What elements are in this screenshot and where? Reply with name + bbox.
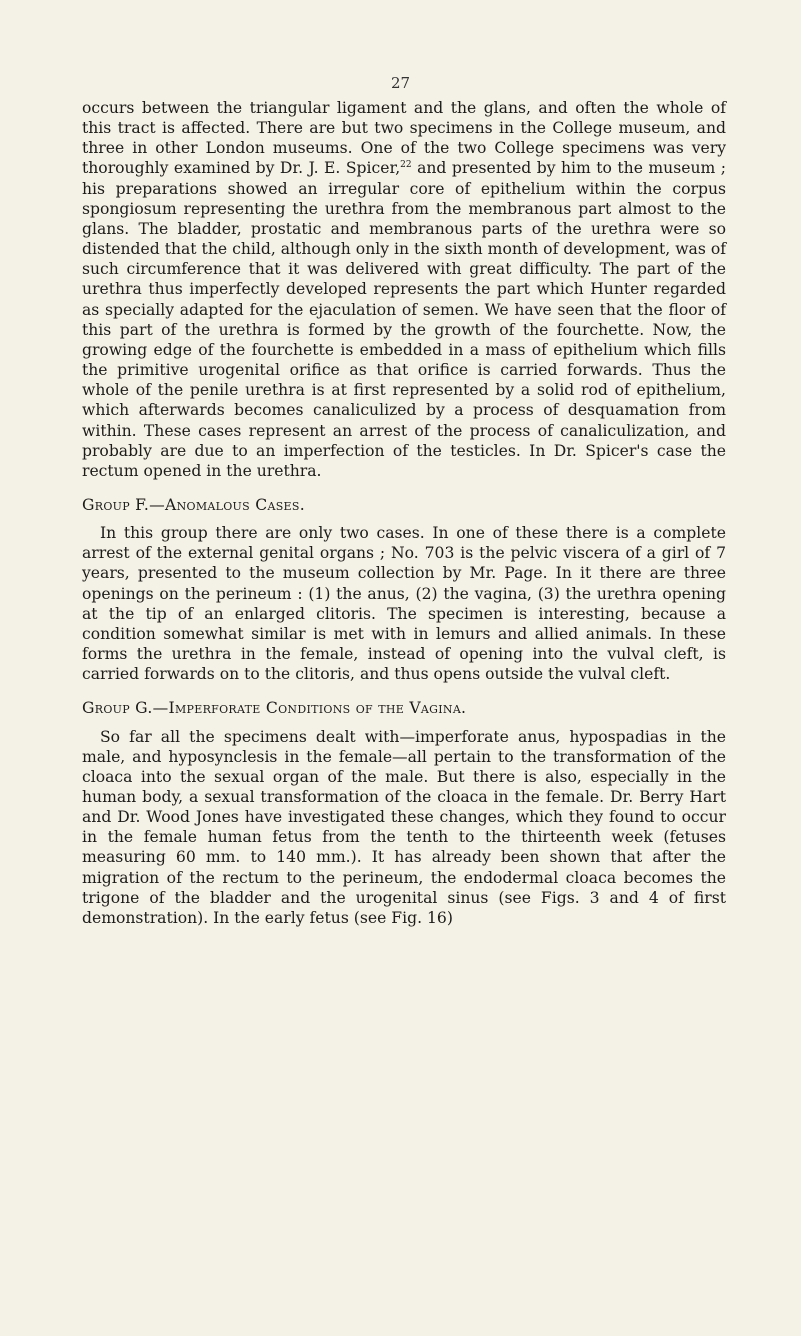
paragraph-continuation — [82, 98, 726, 481]
body-text — [82, 98, 726, 928]
paragraph-1-text: occurs between the triangular ligament and the glans, and often the whole of this tract is affected. There are but two specimens in the College museum, and three in other London museums. One of the two College specimens was very thoroughly examined by Dr. J. E. Spicer, — [82, 99, 726, 178]
footnote-reference: 22 — [400, 160, 412, 171]
section-heading-group-f: Group F.—Anomalous Cases. — [82, 495, 305, 514]
paragraph-group-g: So far all the specimens dealt with—imperforate anus, hypospadias in the male, and hyposynclesis in the female—all pertain to the transformation of the cloaca into the sexual organ of the male. But there is also, especially in the human body, a sexual transformation of the cloaca in the female. Dr. Berry Hart and Dr. Wood Jones have investigated these changes, which they found to occur in the female human fetus from the tenth to the thirteenth week (fetuses measuring 60 mm. to 140 mm.). It has already been shown that after the migration of the rectum to the perineum, the endodermal cloaca becomes the trigone of the bladder and the urogenital sinus (see Figs. 3 and 4 of first demonstration). In the early fetus (see Fig. 16) — [82, 727, 726, 927]
page-number: 27 — [390, 74, 411, 92]
paragraph-1-continued-text: and presented by him to the museum ; his preparations showed an irregular core of epithelium within the corpus spongiosum representing the urethra from the membranous part almost to the glans. The bladder, prostatic and membranous parts of the urethra were so distended that the child, although only in the sixth month of development, was of such circumference that it was delivered with great difficulty. The part of the urethra thus imperfectly developed represents the part which Hunter regarded as specially adapted for the ejaculation of semen. We have seen that the floor of this part of the urethra is formed by the growth of the fourchette. Now, the growing edge of the fourchette is embedded in a mass of epithelium which fills the primitive urogenital orifice as that orifice is carried forwards. Thus the whole of the penile urethra is at first represented by a solid rod of epithelium, which afterwards becomes canaliculized by a process of desquamation from within. These cases represent an arrest of the process of canaliculization, and probably are due to an imperfection of the testicles. In Dr. Spicer's case the rectum opened in the urethra. — [82, 159, 726, 480]
section-heading-group-g: Group G.—Imperforate Conditions of the Vagina. — [82, 699, 467, 718]
paragraph-group-f: In this group there are only two cases. In one of these there is a complete arrest of the external genital organs ; No. 703 is the pelvic viscera of a girl of 7 years, presented to the museum collection by Mr. Page. In it there are three openings on the perineum : (1) the anus, (2) the vagina, (3) the urethra opening at the tip of an enlarged clitoris. The specimen is interesting, because a condition somewhat similar is met with in lemurs and allied animals. In these forms the urethra in the female, instead of opening into the vulval cleft, is carried forwards on to the clitoris, and thus opens outside the vulval cleft. — [82, 524, 726, 684]
